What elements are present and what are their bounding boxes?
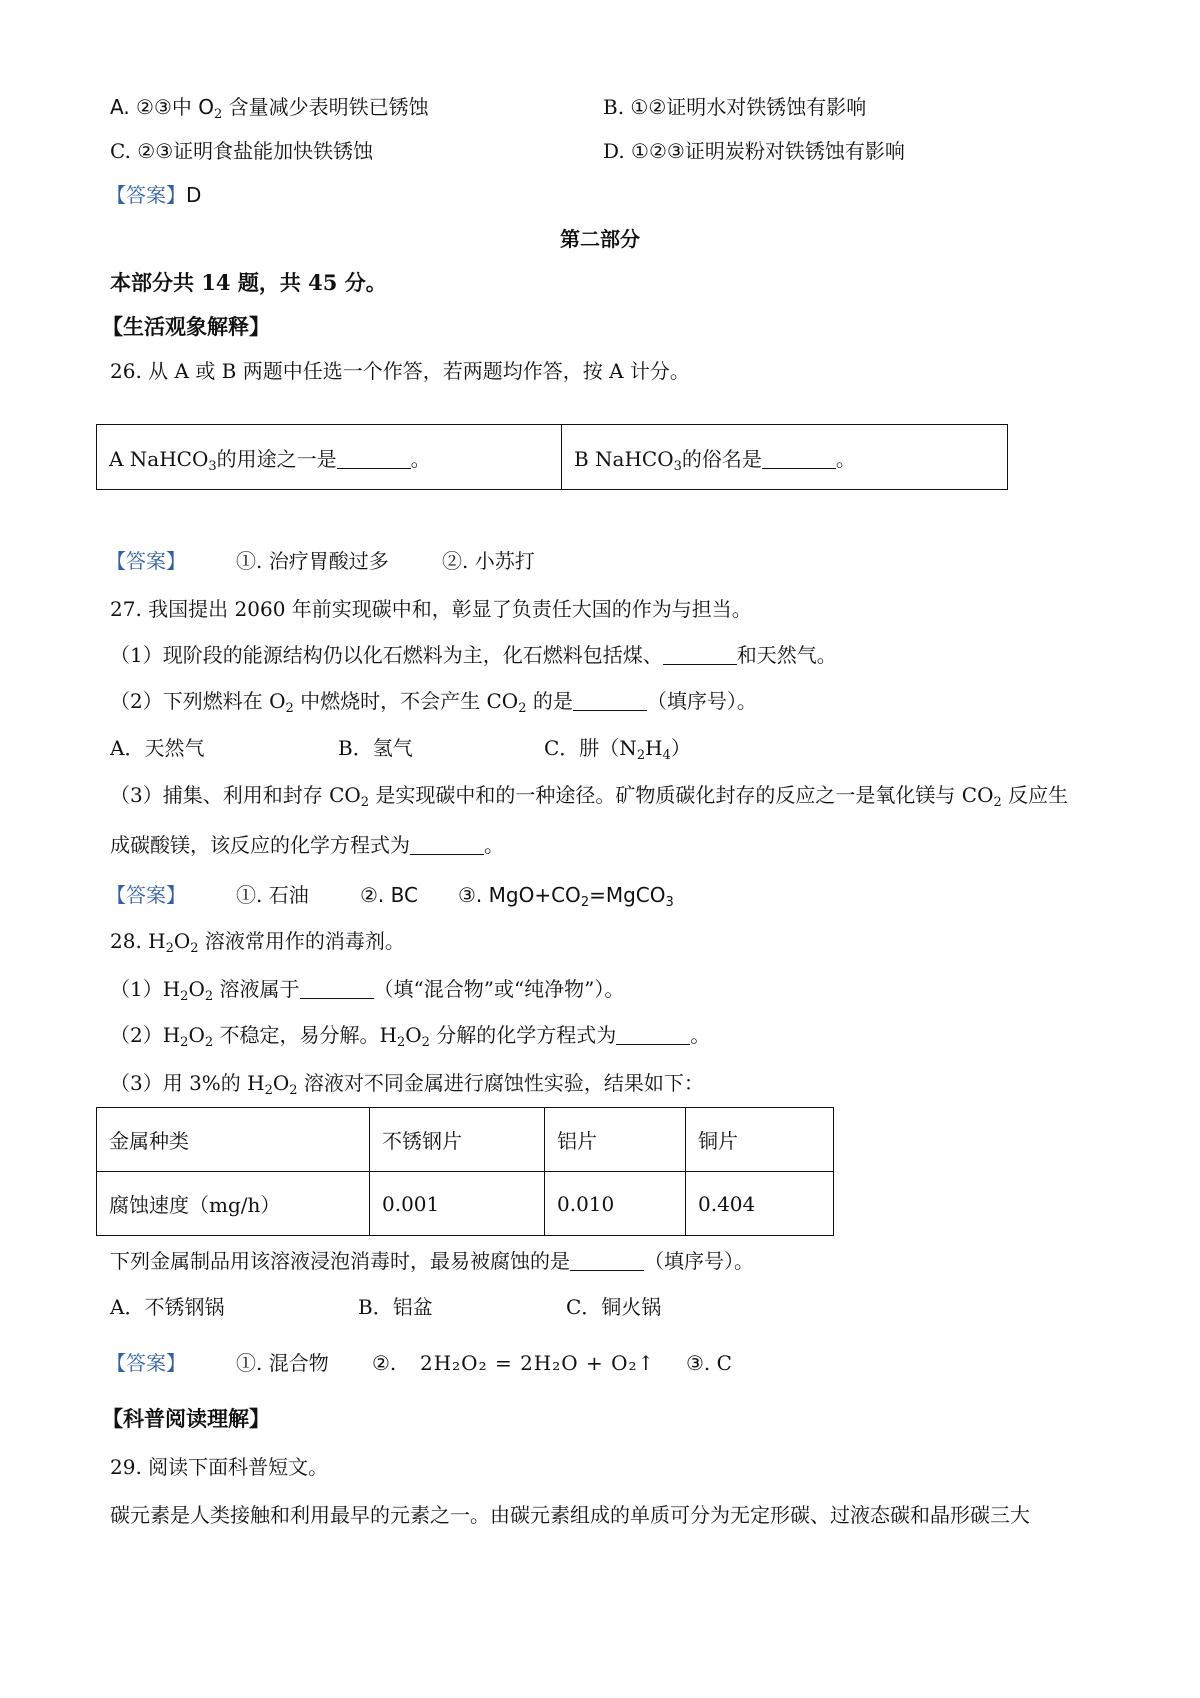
q29-stem: 29. 阅读下面科普短文。: [110, 1455, 329, 1479]
q25-option-a: A. ②③中 $O_2$ 含量减少表明铁已锈蚀: [110, 95, 429, 122]
q25-option-d: D. ①②③证明炭粉对铁锈蚀有影响: [603, 139, 905, 163]
q26-cell-b: B NaHCO$_3$的俗名是 。: [562, 425, 1008, 490]
q25-option-c: C. ②③证明食盐能加快铁锈蚀: [110, 139, 374, 163]
table-cell: 0.001: [370, 1172, 545, 1236]
table-cell: 0.404: [686, 1172, 834, 1236]
q28-part2: $(2)H_2O_2$ 不稳定，易分解。$H_2O_2$ 分解的化学方程式为 。: [110, 1023, 711, 1050]
q28-question: 下列金属制品用该溶液浸泡消毒时，最易被腐蚀的是 （填序号）。: [110, 1249, 754, 1273]
q28-options: [110, 1292, 662, 1322]
q26-answer: 【答案】 ①. 治疗胃酸过多 ②. 小苏打: [106, 549, 535, 573]
section-heading-science: 【科普阅读理解】: [102, 1406, 270, 1431]
answer-blank: [337, 448, 411, 469]
q28-option-a: A．不锈钢锅: [110, 1295, 225, 1319]
q25-answer: 【答案】D: [106, 183, 202, 207]
table-cell: 铝片: [545, 1108, 686, 1172]
q27-option-c: C．肼$(N_2H_4)$: [544, 736, 691, 763]
q27-option-b: B．氢气: [338, 736, 413, 760]
q27-part3-line2: 成碳酸镁，该反应的化学方程式为 。: [110, 833, 504, 857]
q28-part3: （3）用 3%的 $H_2O_2$ 溶液对不同金属进行腐蚀性实验，结果如下：: [110, 1071, 704, 1098]
q28-option-b: B．铝盆: [358, 1295, 433, 1319]
answer-blank: [616, 1024, 690, 1045]
answer-blank: [410, 834, 484, 855]
q26-cell-a: A NaHCO$_3$的用途之一是 。: [97, 425, 562, 490]
table-header-row: [97, 1108, 834, 1172]
table-cell: 不锈钢片: [370, 1108, 545, 1172]
q27-part3-line1: （3）捕集、利用和封存 $CO_2$ 是实现碳中和的一种途径。矿物质碳化封存的反应之一是氧化镁与 $CO_2$ 反应生: [110, 783, 1069, 810]
q28-answer: 【答案】 ①. 混合物 ②. 2H₂O₂ = 2H₂O + O₂↑ ③. C: [106, 1348, 186, 1378]
part-intro: 本部分共 14 题，共 45 分。: [110, 270, 387, 295]
q27-part1: （1）现阶段的能源结构仍以化石燃料为主，化石燃料包括煤、 和天然气。: [110, 643, 837, 667]
q27-answer: 【答案】 ①. 石油 ②. BC ③. $MgO+CO_2=MgCO_3$: [106, 883, 674, 910]
part-title: 第二部分: [560, 227, 640, 251]
corrosion-table: [96, 1107, 834, 1236]
answer-blank: [663, 644, 737, 665]
q28-stem: 28. $H_2O_2$ 溶液常用作的消毒剂。: [110, 929, 405, 956]
q27-options: [110, 733, 691, 763]
q27-stem: 27. 我国提出 2060 年前实现碳中和，彰显了负责任大国的作为与担当。: [110, 597, 752, 621]
answer-blank: [570, 1250, 644, 1271]
table-cell: 腐蚀速度（mg/h）: [97, 1172, 370, 1236]
q29-text: 碳元素是人类接触和利用最早的元素之一。由碳元素组成的单质可分为无定形碳、过液态碳和晶形碳三大: [110, 1503, 1030, 1527]
table-cell: 铜片: [686, 1108, 834, 1172]
q25-option-b: B. ①②证明水对铁锈蚀有影响: [603, 95, 867, 119]
q28-part1: $(1)H_2O_2$ 溶液属于 （填“混合物”或“纯净物”）。: [110, 977, 625, 1004]
table-cell: 金属种类: [97, 1108, 370, 1172]
answer-blank: [573, 690, 647, 711]
q27-part2: （2）下列燃料在 $O_2$ 中燃烧时，不会产生 $CO_2$ 的是 （填序号）。: [110, 689, 757, 716]
q26-stem: 26. 从 A 或 B 两题中任选一个作答，若两题均作答，按 A 计分。: [110, 359, 690, 383]
answer-blank: [300, 978, 374, 999]
answer-blank: [762, 448, 836, 469]
table-row: [97, 1172, 834, 1236]
section-heading-life: 【生活观象解释】: [102, 314, 270, 339]
decomposition-equation: 2H₂O₂ = 2H₂O + O₂↑: [420, 1351, 656, 1375]
q27-option-a: A．天然气: [110, 736, 205, 760]
table-cell: 0.010: [545, 1172, 686, 1236]
q28-option-c: C．铜火锅: [566, 1295, 662, 1319]
q26-choice-table: [96, 424, 1008, 490]
